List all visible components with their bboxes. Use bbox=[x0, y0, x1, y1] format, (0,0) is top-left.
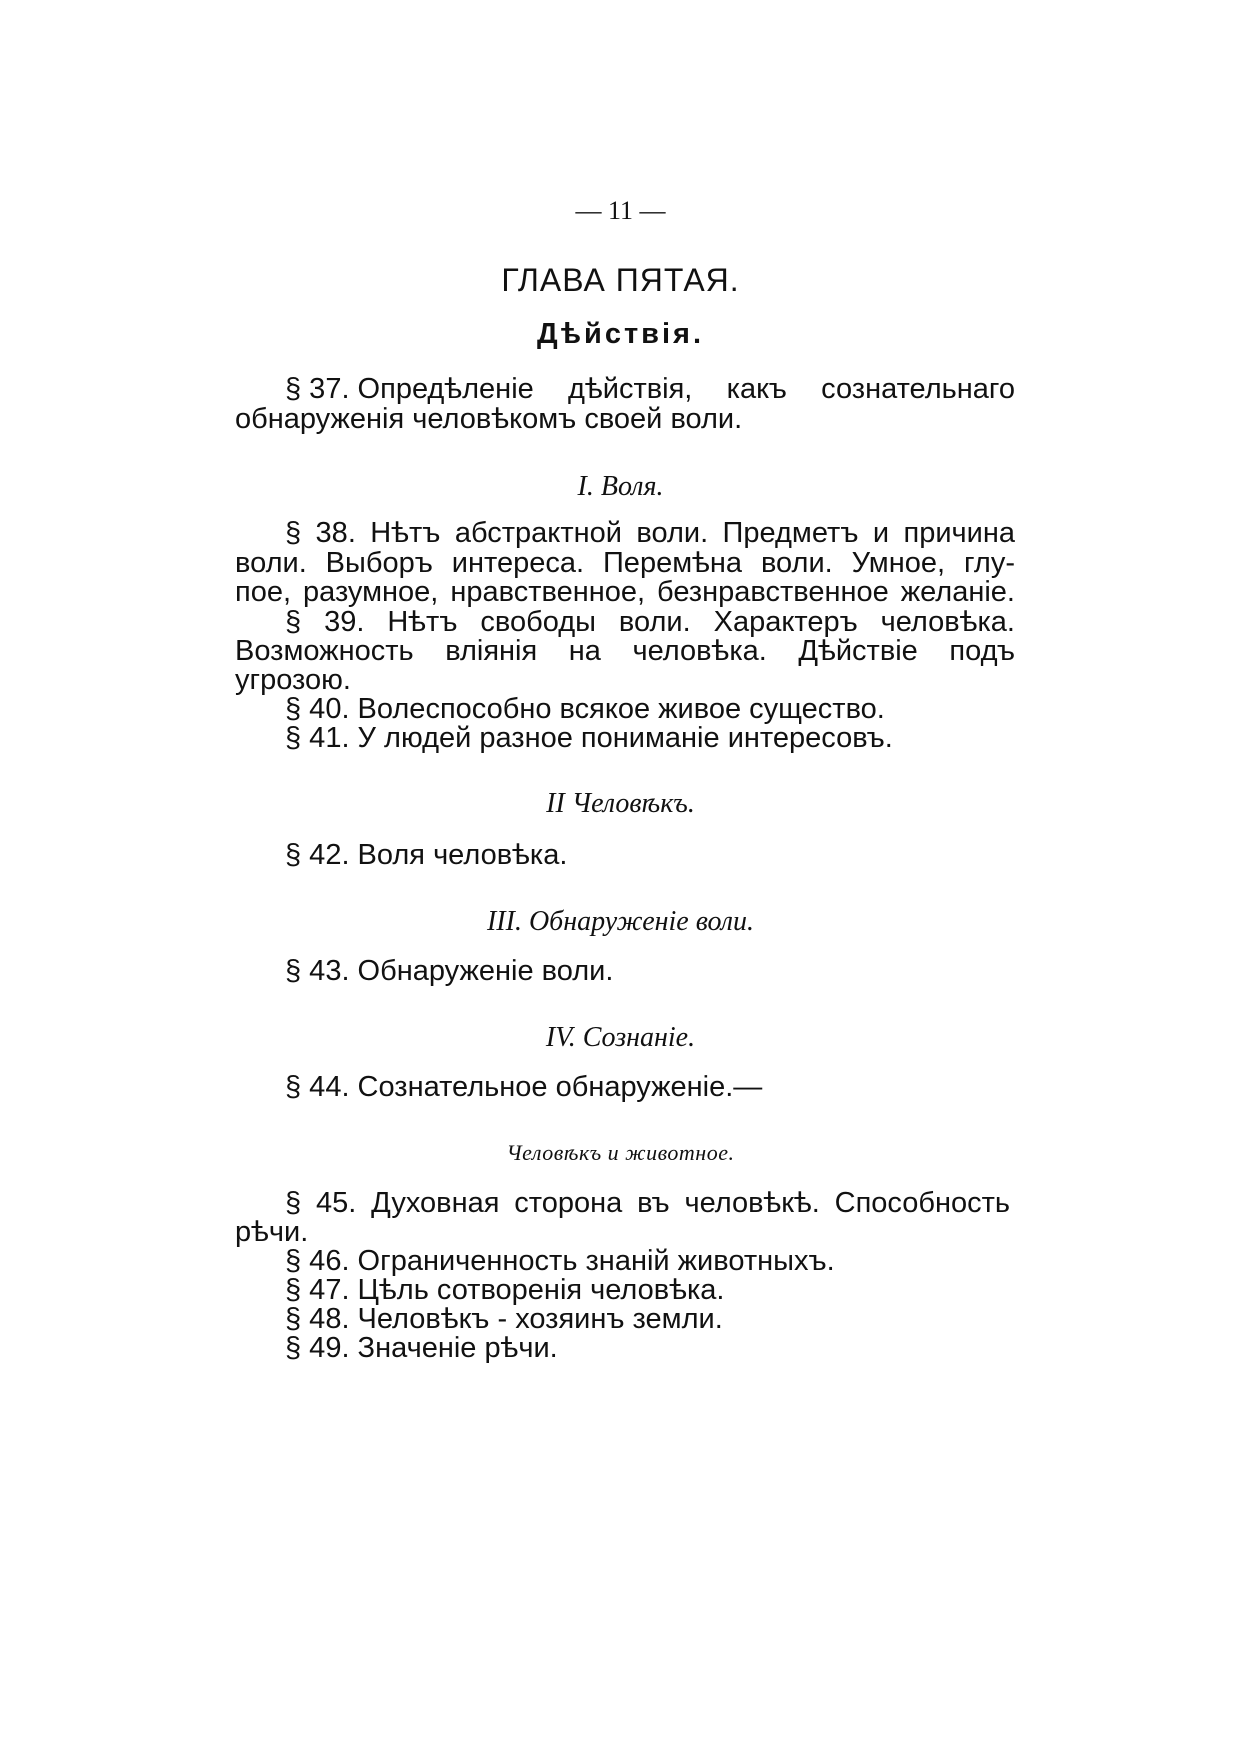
paragraph-44: § 44. Сознательное обнаруженіе.— bbox=[285, 1071, 763, 1103]
paragraph-39-line-1: § 39. Нѣтъ свободы воли. Характеръ человѣка. bbox=[285, 606, 1015, 638]
paragraph-43: § 43. Обнаруженіе воли. bbox=[285, 955, 614, 987]
section-heading-3: III. Обнаруженіе воли. bbox=[486, 906, 755, 937]
paragraph-42: § 42. Воля человѣка. bbox=[285, 839, 568, 871]
paragraph-46: § 46. Ограниченность знаній животныхъ. bbox=[285, 1245, 835, 1277]
paragraph-40: § 40. Волеспособно всякое живое существо. bbox=[285, 693, 885, 725]
paragraph-37-word: дѣйствія, bbox=[568, 373, 693, 405]
section-heading-2: II Человѣкъ. bbox=[546, 788, 695, 819]
paragraph-38-line-3: пое, разумное, нравственное, безнравственное желаніе. bbox=[235, 576, 1015, 608]
page-number: — 11 — bbox=[575, 196, 666, 225]
section-heading-5: Человѣкъ и животное. bbox=[506, 1140, 735, 1165]
paragraph-41: § 41. У людей разное пониманіе интересовъ. bbox=[285, 722, 893, 754]
paragraph-38-line-2: воли. Выборъ интереса. Перемѣна воли. Умное, глу- bbox=[235, 547, 1015, 579]
section-heading-4: IV. Сознаніе. bbox=[545, 1022, 696, 1053]
paragraph-39-line-2: Возможность вліянія на человѣка. Дѣйствіе подъ bbox=[235, 635, 1015, 667]
paragraph-37-line-1 bbox=[285, 375, 1015, 404]
paragraph-45-line-2: рѣчи. bbox=[235, 1216, 309, 1248]
paragraph-37-word: какъ bbox=[726, 373, 787, 405]
paragraph-49: § 49. Значеніе рѣчи. bbox=[285, 1332, 558, 1364]
paragraph-38-line-1: § 38. Нѣтъ абстрактной воли. Предметъ и причина bbox=[285, 517, 1015, 549]
chapter-title: Дѣйствія. bbox=[536, 318, 705, 350]
paragraph-47: § 47. Цѣль сотворенія человѣка. bbox=[285, 1274, 725, 1306]
paragraph-37-word: сознательнаго bbox=[821, 373, 1015, 405]
paragraph-37-line-2: обнаруженія человѣкомъ своей воли. bbox=[235, 403, 743, 435]
paragraph-45-line-1: § 45. Духовная сторона въ человѣкѣ. Способность bbox=[285, 1187, 1010, 1219]
section-heading-1: I. Воля. bbox=[577, 471, 664, 502]
paragraph-48: § 48. Человѣкъ - хозяинъ земли. bbox=[285, 1303, 723, 1335]
paragraph-39-line-3: угрозою. bbox=[235, 664, 351, 696]
paragraph-37-word: § 37. Опредѣленіе bbox=[285, 373, 534, 405]
chapter-heading: ГЛАВА ПЯТАЯ. bbox=[501, 262, 740, 298]
